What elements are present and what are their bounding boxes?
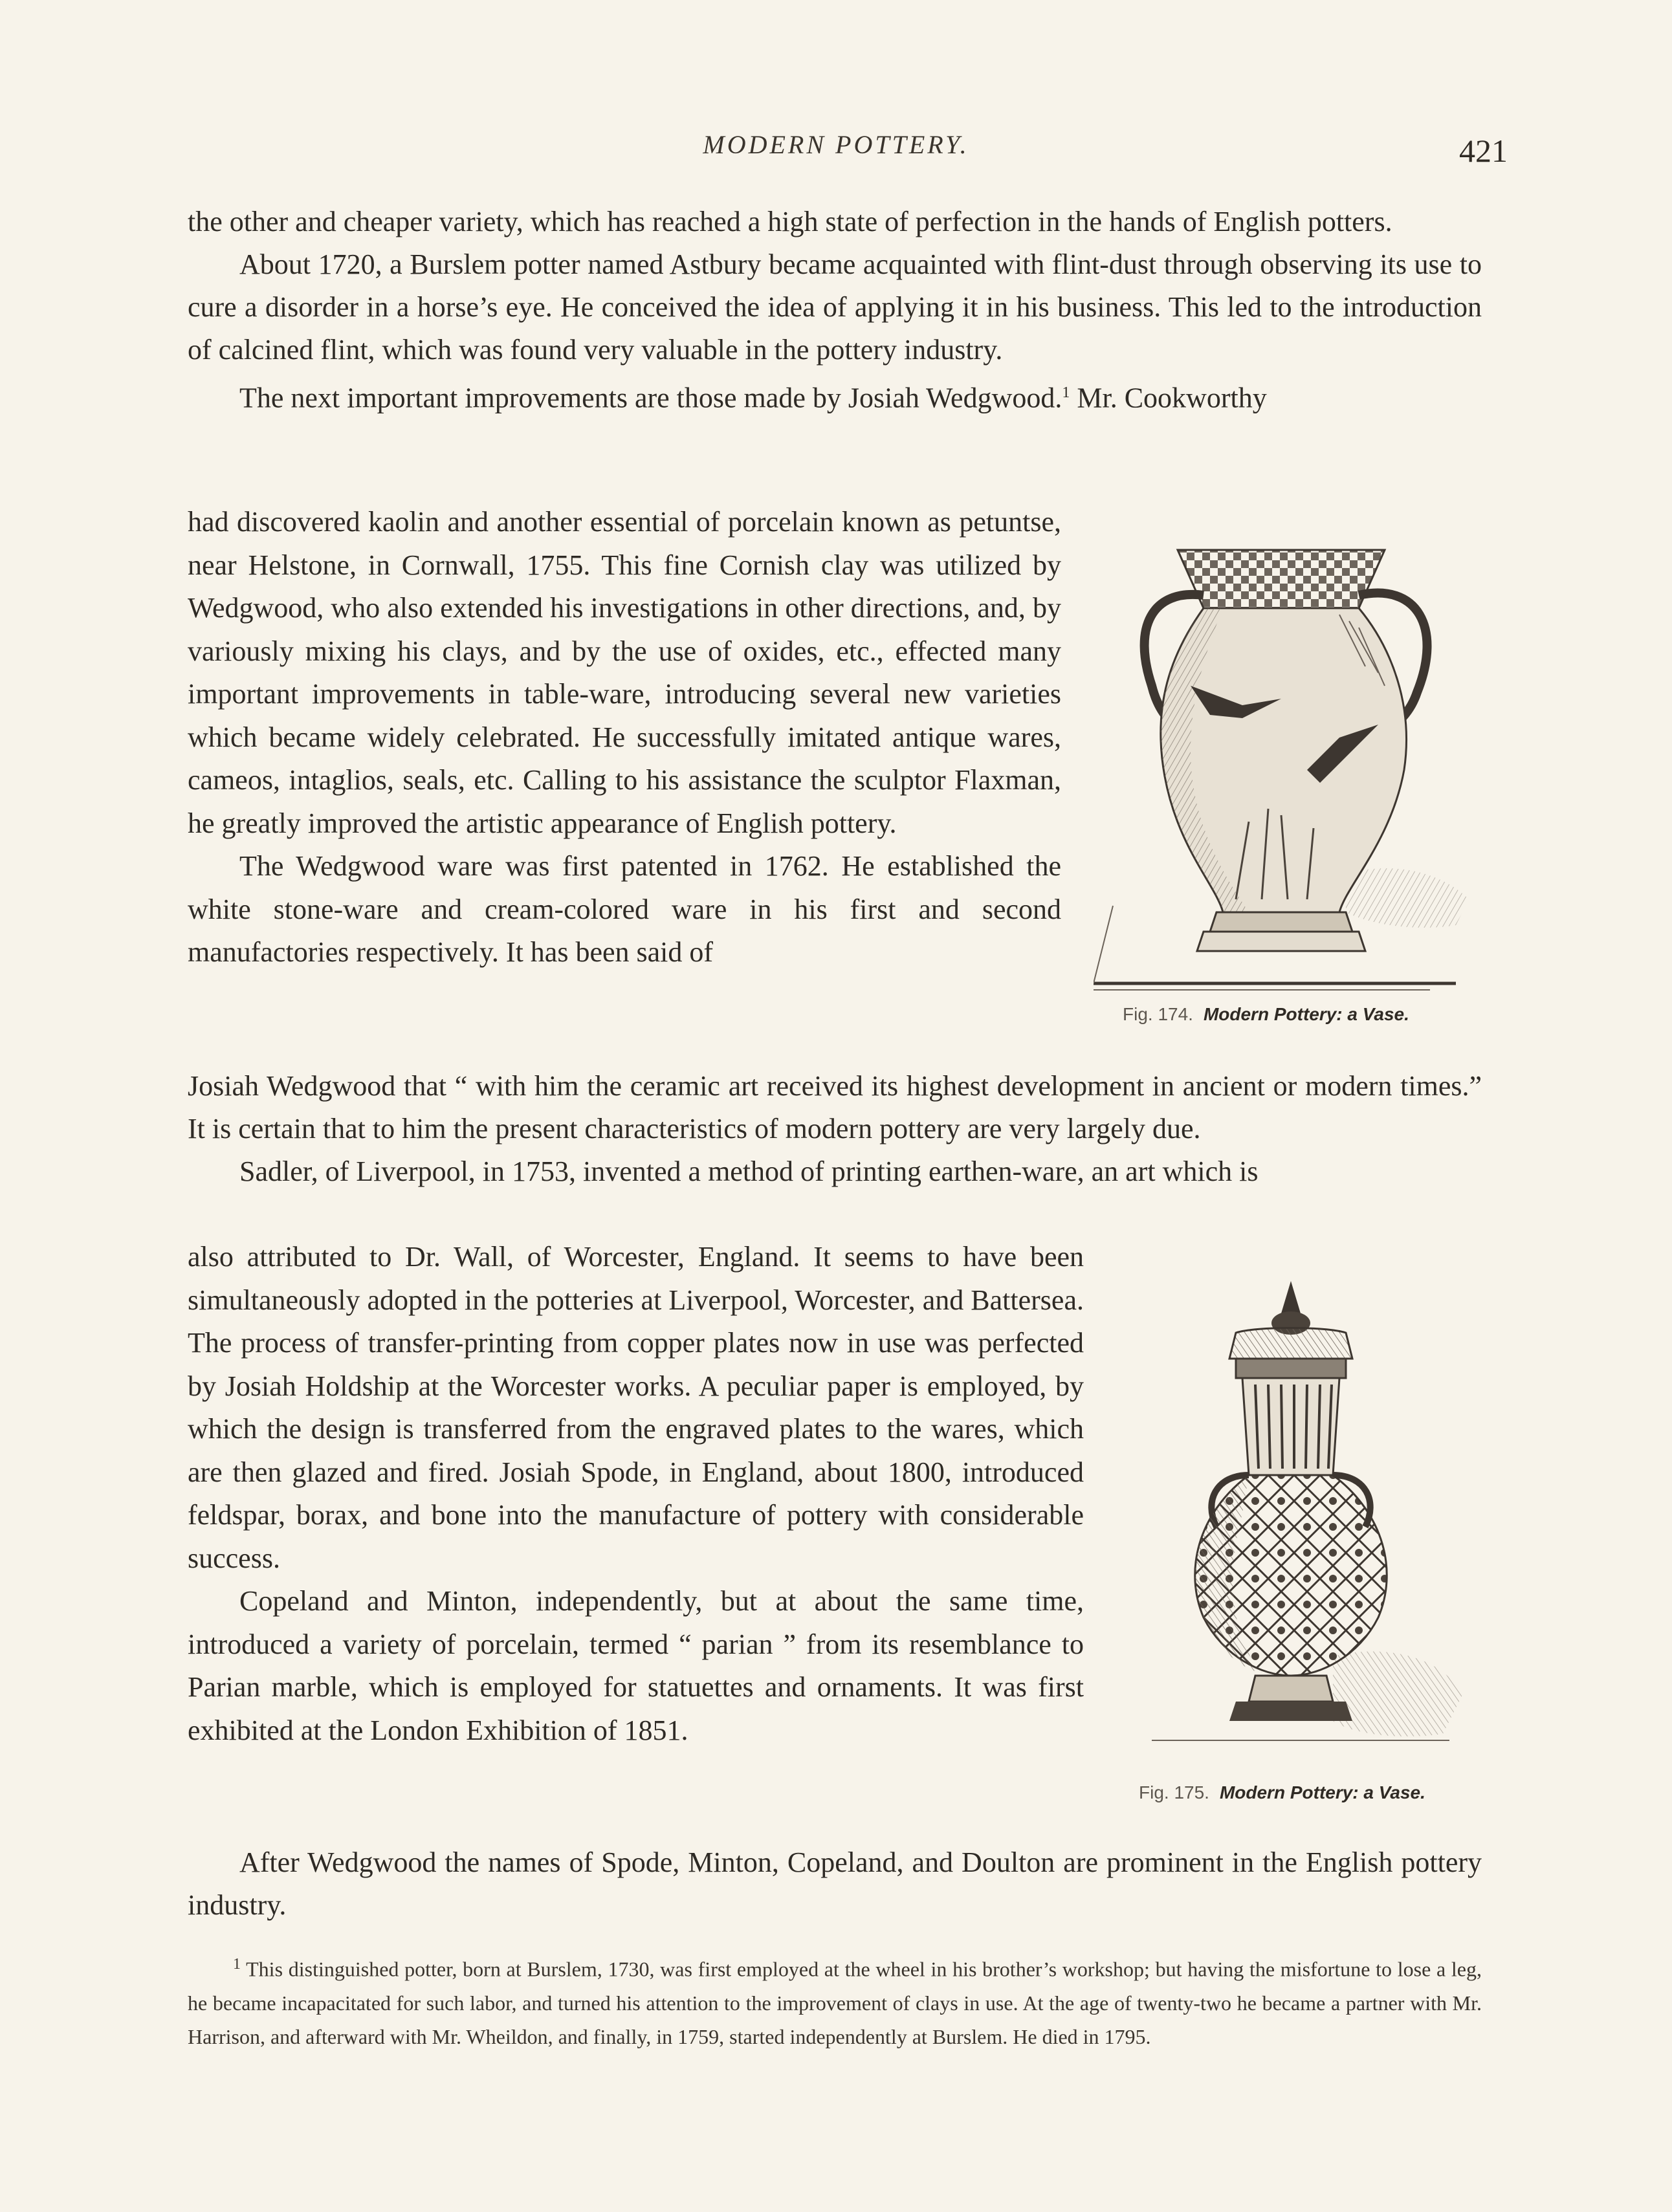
vase-engraving-175 (1139, 1281, 1475, 1760)
body-text-bottom (188, 1841, 1482, 1927)
paragraph-3-lead (188, 371, 1482, 420)
footnote (188, 1947, 1482, 2053)
paragraph-3-first-line: The next important improvements are those made by Josiah Wedgwood. (239, 382, 1062, 414)
footnote-mark: 1 (233, 1956, 241, 1973)
figure-174-caption (1123, 1004, 1409, 1025)
paragraph-6: Copeland and Minton, independently, but at about the same time, introduced a variety of porcelain, termed “ parian ” from its resemblance to Parian marble, which is employed for statuettes and ornaments. It was first exhibited at the London Exhibition of 1851. (188, 1585, 1084, 1746)
running-head (0, 129, 1672, 168)
body-text-beside-fig-175 (188, 1236, 1084, 1752)
paragraph-2: About 1720, a Burslem potter named Astbury became acquainted with flint-dust through observing its use to cure a disorder in a horse’s eye. He conceived the idea of applying it in his business. This led to the introduction of calcined flint, which was found very valuable in the pottery industry. (188, 248, 1482, 366)
body-text-beside-fig-174 (188, 501, 1061, 974)
vase-engraving-174 (1094, 537, 1482, 1003)
body-text-middle (188, 1065, 1482, 1193)
figure-175-title: Modern Pottery: a Vase. (1219, 1782, 1425, 1802)
paragraph-5-continued: also attributed to Dr. Wall, of Worcester, England. It seems to have been simultaneously adopted in the potteries at Liverpool, Worcester, and Battersea. The process of transfer-printing from copper plates now in use was perfected by Josiah Holdship at the Worcester works. A peculiar paper is employed, by which the design is transferred from the engraved plates to the wares, which are then glazed and fired. Josiah Spode, in England, about 1800, introduced feldspar, borax, and bone into the manufacture of pottery with considerable success. (188, 1241, 1084, 1574)
figure-175-number: Fig. 175. (1139, 1782, 1209, 1802)
figure-174 (1094, 537, 1482, 1024)
footnote-text: This distinguished potter, born at Burslem, 1730, was first employed at the wheel in his brother’s workshop; but having the misfortune to lose a leg, he became incapacitated for such labor, and turned his attention to the improvement of clays in use. At the age of twenty-two he became a partner with Mr. Harrison, and afterward with Mr. Wheildon, and finally, in 1759, started independently at Burslem. He died in 1795. (188, 1957, 1482, 2048)
paragraph-5-lead: Sadler, of Liverpool, in 1753, invented a method of printing earthen-ware, an art which is (239, 1155, 1259, 1187)
paragraph-3-continued: had discovered kaolin and another essential of porcelain known as petuntse, near Helstone, in Cornwall, 1755. This fine Cornish clay was utilized by Wedgwood, who also extended his investigations in other directions, and, by variously mixing his clays, and by the use of oxides, etc., effected many important improvements in table-ware, introducing several new varieties which became widely celebrated. He successfully imitated antique wares, cameos, intaglios, seals, etc. Calling to his assistance the sculptor Flaxman, he greatly improved the artistic appearance of English pottery. (188, 506, 1061, 839)
paragraph-4-continued: Josiah Wedgwood that “ with him the ceramic art received its highest development in ancient or modern times.” It is certain that to him the present characteristics of modern pottery are very largely due. (188, 1070, 1482, 1144)
body-text-top (188, 201, 1482, 420)
footnote-text-block (188, 1947, 1482, 2053)
figure-174-number: Fig. 174. (1123, 1004, 1193, 1024)
figure-175 (1139, 1281, 1475, 1802)
paragraph-4-lead: The Wedgwood ware was first patented in 1762. He established the white stone-ware and cream-colored ware in his first and second manufactories respectively. It has been said of (188, 850, 1061, 968)
figure-175-caption (1139, 1782, 1425, 1803)
footnote-reference: 1 (1062, 384, 1070, 401)
page-number: 421 (1459, 133, 1508, 169)
paragraph-3-first-line-end: Mr. Cookworthy (1070, 382, 1267, 414)
paragraph-7: After Wedgwood the names of Spode, Minton, Copeland, and Doulton are prominent in the English pottery industry. (188, 1846, 1482, 1921)
figure-174-title: Modern Pottery: a Vase. (1203, 1004, 1409, 1024)
paragraph-1: the other and cheaper variety, which has reached a high state of perfection in the hands of English potters. (188, 206, 1392, 237)
running-title: MODERN POTTERY. (703, 130, 969, 159)
